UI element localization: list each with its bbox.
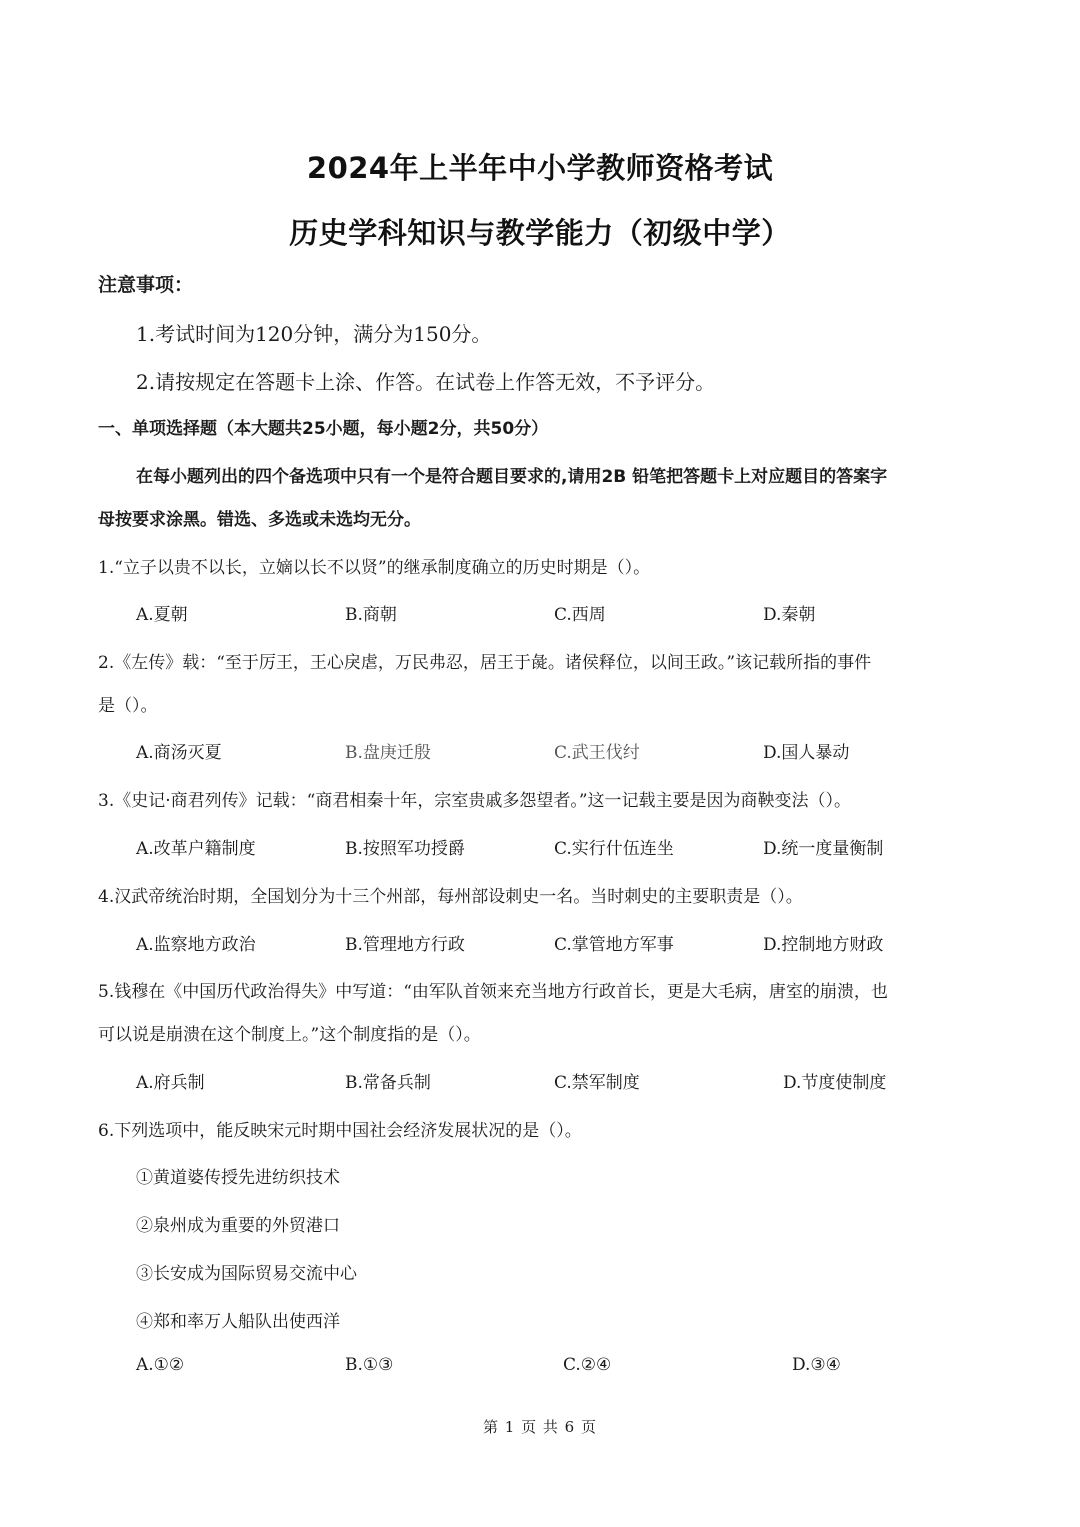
question-3-option-c: C.实行什伍连坐 (554, 839, 674, 859)
question-6-item: ④郑和率万人船队出使西洋 (136, 1312, 340, 1332)
exam-subtitle: 历史学科知识与教学能力（初级中学） (289, 216, 791, 250)
question-2-option-c: C.武王伐纣 (554, 743, 640, 763)
question-1-option-c: C.西周 (554, 605, 606, 625)
question-3-stem: 3.《史记·商君列传》记载：“商君相秦十年，宗室贵戚多怨望者。”这一记载主要是因为商鞅变法（）。 (98, 791, 852, 811)
question-1-option-b: B.商朝 (345, 605, 397, 625)
question-1-stem: 1.“立子以贵不以长，立嫡以长不以贤”的继承制度确立的历史时期是（）。 (98, 558, 651, 578)
question-2-stem: 2.《左传》载：“至于厉王，王心戾虐，万民弗忍，居王于彘。诸侯释位，以间王政。”该记载所指的事件 (98, 653, 872, 673)
section-instruction: 在每小题列出的四个备选项中只有一个是符合题目要求的,请用2B 铅笔把答题卡上对应题目的答案字 (136, 467, 888, 487)
question-4-option-c: C.掌管地方军事 (554, 935, 674, 955)
question-4-option-b: B.管理地方行政 (345, 935, 465, 955)
page-footer: 第 1 页 共 6 页 (483, 1418, 597, 1436)
question-6-stem: 6.下列选项中，能反映宋元时期中国社会经济发展状况的是（）。 (98, 1121, 582, 1141)
question-6-option-b: B.①③ (345, 1355, 394, 1375)
question-6-option-d: D.③④ (792, 1355, 841, 1375)
question-4-stem: 4.汉武帝统治时期，全国划分为十三个州部，每州部设刺史一名。当时刺史的主要职责是（）。 (98, 887, 803, 907)
question-5-stem-cont: 可以说是崩溃在这个制度上。”这个制度指的是（）。 (98, 1025, 481, 1045)
question-6-option-c: C.②④ (563, 1355, 612, 1375)
question-1-option-a: A.夏朝 (136, 605, 188, 625)
question-2-option-d: D.国人暴动 (763, 743, 850, 763)
notice-item: 1.考试时间为120分钟，满分为150分。 (136, 322, 492, 346)
question-2-option-b: B.盘庚迁殷 (345, 743, 431, 763)
section-heading: 一、单项选择题（本大题共25小题，每小题2分，共50分） (98, 419, 549, 439)
notice-heading: 注意事项： (98, 274, 194, 296)
question-5-option-d: D.节度使制度 (783, 1073, 887, 1093)
exam-title: 2024年上半年中小学教师资格考试 (306, 151, 774, 185)
question-6-option-a: A.①② (136, 1355, 185, 1375)
question-2-option-a: A.商汤灭夏 (136, 743, 222, 763)
question-3-option-a: A.改革户籍制度 (136, 839, 256, 859)
question-4-option-d: D.控制地方财政 (763, 935, 884, 955)
notice-item: 2.请按规定在答题卡上涂、作答。在试卷上作答无效，不予评分。 (136, 370, 716, 394)
question-6-item: ②泉州成为重要的外贸港口 (136, 1216, 340, 1236)
question-3-option-b: B.按照军功授爵 (345, 839, 465, 859)
question-5-option-c: C.禁军制度 (554, 1073, 640, 1093)
question-6-item: ①黄道婆传授先进纺织技术 (136, 1168, 340, 1188)
question-1-option-d: D.秦朝 (763, 605, 816, 625)
question-6-item: ③长安成为国际贸易交流中心 (136, 1264, 357, 1284)
question-4-option-a: A.监察地方政治 (136, 935, 256, 955)
question-3-option-d: D.统一度量衡制 (763, 839, 884, 859)
question-5-stem: 5.钱穆在《中国历代政治得失》中写道：“由军队首领来充当地方行政首长，更是大毛病，唐室的崩溃，也 (98, 982, 888, 1002)
question-5-option-b: B.常备兵制 (345, 1073, 431, 1093)
section-instruction: 母按要求涂黑。错选、多选或未选均无分。 (98, 510, 421, 530)
question-2-stem-cont: 是（）。 (98, 696, 158, 716)
question-5-option-a: A.府兵制 (136, 1073, 205, 1093)
